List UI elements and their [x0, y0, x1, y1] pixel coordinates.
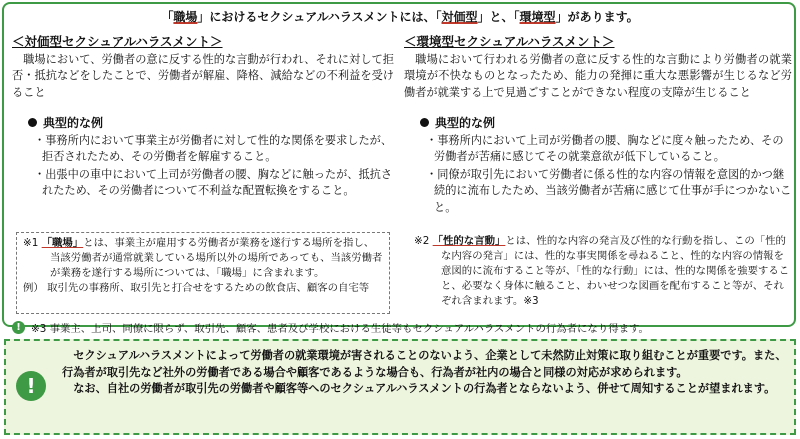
section-definition: 職場において行われる労働者の意に反する性的な言動により労働者の就業環境が不快なものとなったため、能力の発揮に重大な悪影響が生じるなど労働者が就業する上で見過ごすことができない程度の支障が生じること	[404, 52, 792, 99]
note-body	[414, 234, 790, 309]
heading-text: 」と、「	[477, 10, 520, 24]
notice-box	[4, 339, 796, 435]
heading-environment: 環境型	[519, 10, 556, 24]
note-text: とは、性的な内容の発言及び性的な行動を指し、この「性的な内容の発言」には、性的な事実関係を尋ねること、性的な内容の情報を意図的に流布すること等が、「性的な行動」には、性的な関係を強要すること、必要なく身体に触ること、わいせつな図画を配布すること等が、それぞれ含まれます。※3	[441, 235, 790, 307]
examples-title	[404, 115, 792, 132]
example-item: ・出張中の車中において上司が労働者の腰、胸などに触ったが、抵抗されたため、その労働者について不利益な配置転換をすること。	[34, 167, 393, 197]
heading-quid-pro-quo: 対価型	[441, 10, 478, 24]
exclamation-icon: !	[16, 371, 46, 401]
notice-paragraph: なお、自社の労働者が取引先の労働者や顧客等へのセクシュアルハラスメントの行為者とならないよう、併せて周知することが望まれます。	[73, 382, 776, 395]
note-term: 「職場」	[41, 237, 84, 249]
section-title: ＜対価型セクシュアルハラスメント＞	[12, 34, 223, 49]
notice-text	[62, 348, 788, 398]
example-item: ・同僚が取引先において労働者に係る性的な内容の情報を意図的かつ継続的に流布したため、当該労働者が苦痛に感じて仕事が手につかないこと。	[426, 167, 792, 214]
examples-title	[12, 115, 394, 132]
note-label: ※1	[23, 237, 39, 249]
heading-text: 」があります。	[555, 10, 639, 24]
heading-text: 」におけるセクシュアルハラスメントには、「	[197, 10, 442, 24]
note-text: とは、事業主が雇用する労働者が業務を遂行する場所を指し、当該労働者が通常就業している場所以外の場所であっても、当該労働者が業務を遂行する場所については、「職場」に含まれます。	[50, 237, 383, 279]
note-body	[23, 236, 383, 281]
bullet-icon	[420, 118, 429, 127]
examples-title-text: 典型的な例	[43, 116, 104, 130]
notice-paragraph: セクシュアルハラスメントによって労働者の就業環境が害されることのないよう、企業として未然防止対策に取り組むことが重要です。また、行為者が取引先など社外の労働者である場合や顧客であるような場合も、行為者が社内の場合と同様の対応が求められます。	[62, 349, 787, 379]
section-title: ＜環境型セクシュアルハラスメント＞	[404, 34, 615, 49]
note-workplace	[16, 232, 390, 314]
footnote-text: ※3 事業主、上司、同僚に限らず、取引先、顧客、患者及び学校における生徒等もセクシュアルハラスメントの行為者になり得ます。	[31, 323, 649, 335]
quid-pro-quo-section	[12, 34, 394, 200]
environment-section	[404, 34, 792, 216]
examples-title-text: 典型的な例	[435, 116, 496, 130]
example-item: ・事務所内において上司が労働者の腰、胸などに度々触ったため、その労働者が苦痛に感じてその就業意欲が低下していること。	[426, 133, 784, 163]
heading-text: 「	[161, 10, 174, 24]
heading-workplace: 職場	[173, 10, 198, 24]
note-label: ※2	[414, 235, 430, 247]
footnote	[12, 320, 649, 335]
note-term: 「性的な言動」	[432, 235, 506, 247]
page-heading	[0, 8, 800, 25]
example-item: ・事務所内において事業主が労働者に対して性的な関係を要求したが、拒否されたため、その労働者を解雇すること。	[34, 133, 393, 163]
note-example: 例） 取引先の事務所、取引先と打合せをするための飲食店、顧客の自宅等	[23, 282, 370, 294]
note-sexual-conduct	[414, 234, 790, 309]
section-definition: 職場において、労働者の意に反する性的な言動が行われ、それに対して拒否・抵抗などをしたことで、労働者が解雇、降格、減給などの不利益を受けること	[12, 52, 394, 99]
alert-icon: !	[12, 321, 25, 334]
bullet-icon	[28, 118, 37, 127]
